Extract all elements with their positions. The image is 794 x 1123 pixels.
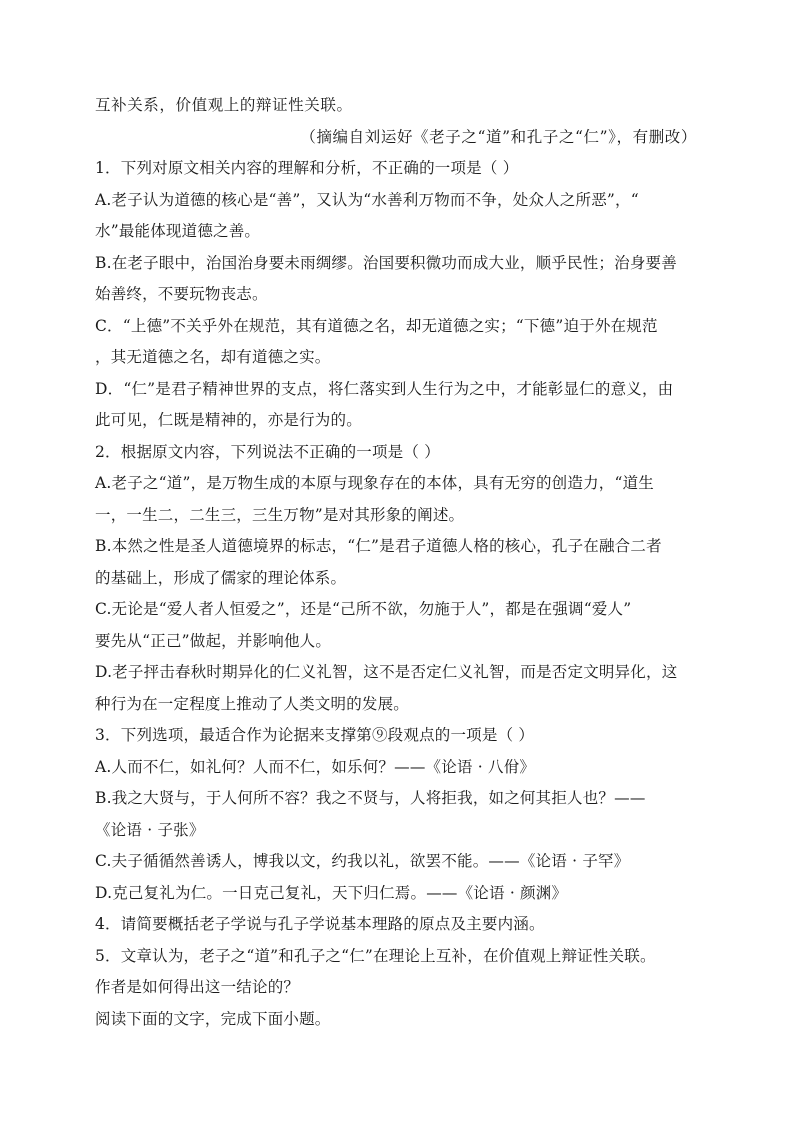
question-3-option-d: D.克己复礼为仁。一日克己复礼，天下归仁焉。——《论语 · 颜渊》 — [95, 883, 568, 902]
question-2-option-a: A.老子之“道”，是万物生成的本原与现象存在的本体，具有无穷的创造力，“道生 — [95, 474, 654, 492]
question-1-option-d: D．“仁”是君子精神世界的支点，将仁落实到人生行为之中，才能彰显仁的意义，由 — [95, 379, 674, 398]
question-2-option-b: B.本然之性是圣人道德境界的标志，“仁”是君子道德人格的核心，孔子在融合二者 — [95, 537, 662, 555]
question-3-option-b-cont: 《论语 · 子张》 — [95, 820, 205, 839]
question-2-option-c-cont: 要先从“正己”做起，并影响他人。 — [95, 631, 332, 650]
question-2-option-a-cont: 一，一生二，二生三，三生万物”是对其形象的阐述。 — [95, 505, 465, 524]
question-5-stem: 5．文章认为，老子之“道”和孔子之“仁”在理论上互补，在价值观上辩证性关联。 — [95, 946, 656, 965]
question-2-option-b-cont: 的基础上，形成了儒家的理论体系。 — [95, 568, 347, 587]
question-2-option-d-cont: 种行为在一定程度上推动了人类文明的发展。 — [95, 694, 410, 713]
question-1-option-c-cont: ，其无道德之名，却有道德之实。 — [95, 348, 331, 366]
question-3-stem: 3．下列选项，最适合作为论据来支撑第⑨段观点的一项是（ ） — [95, 726, 535, 744]
question-4-stem: 4．请简要概括老子学说与孔子学说基本理路的原点及主要内涵。 — [95, 915, 545, 933]
question-5-stem-cont: 作者是如何得出这一结论的？ — [95, 978, 300, 996]
question-1-option-b: B.在老子眼中，治国治身要未雨绸缪。治国要积微功而成大业，顺乎民性；治身要善 — [95, 253, 677, 272]
reading-instruction: 阅读下面的文字，完成下面小题。 — [95, 1009, 331, 1028]
question-3-option-a: A.人而不仁，如礼何？人而不仁，如乐何？——《论语 · 八佾》 — [95, 757, 536, 776]
question-3-option-c: C.夫子循循然善诱人，博我以文，约我以礼，欲罢不能。——《论语 · 子罕》 — [95, 852, 630, 870]
question-1-option-a: A.老子认为道德的核心是“善”，又认为“水善利万物而不争，处众人之所恶”，“ — [95, 190, 639, 209]
question-2-stem: 2．根据原文内容，下列说法不正确的一项是（ ） — [95, 442, 440, 461]
question-1-option-b-cont: 始善终，不要玩物丧志。 — [95, 285, 268, 303]
question-2-option-d: D.老子抨击春秋时期异化的仁义礼智，这不是否定仁义礼智，而是否定文明异化，这 — [95, 663, 678, 681]
question-1-option-a-cont: 水”最能体现道德之善。 — [95, 222, 261, 240]
question-2-option-c: C.无论是“爱人者人恒爱之”，还是“己所不欲，勿施于人”，都是在强调“爱人” — [95, 600, 632, 618]
source-citation: （摘编自刘运好《老子之“道”和孔子之“仁”》，有删改） — [300, 127, 697, 146]
passage-closing-line: 互补关系，价值观上的辩证性关联。 — [95, 96, 353, 114]
question-3-option-b: B.我之大贤与，于人何所不容？我之不贤与，人将拒我，如之何其拒人也？—— — [95, 789, 646, 807]
document-page — [95, 90, 705, 1035]
question-1-stem: 1．下列对原文相关内容的理解和分析，不正确的一项是（ ） — [95, 159, 519, 177]
question-1-option-c: C．“上德”不关乎外在规范，其有道德之名，却无道德之实；“下德”迫于外在规范 — [95, 316, 658, 335]
question-1-option-d-cont: 此可见，仁既是精神的，亦是行为的。 — [95, 411, 362, 429]
